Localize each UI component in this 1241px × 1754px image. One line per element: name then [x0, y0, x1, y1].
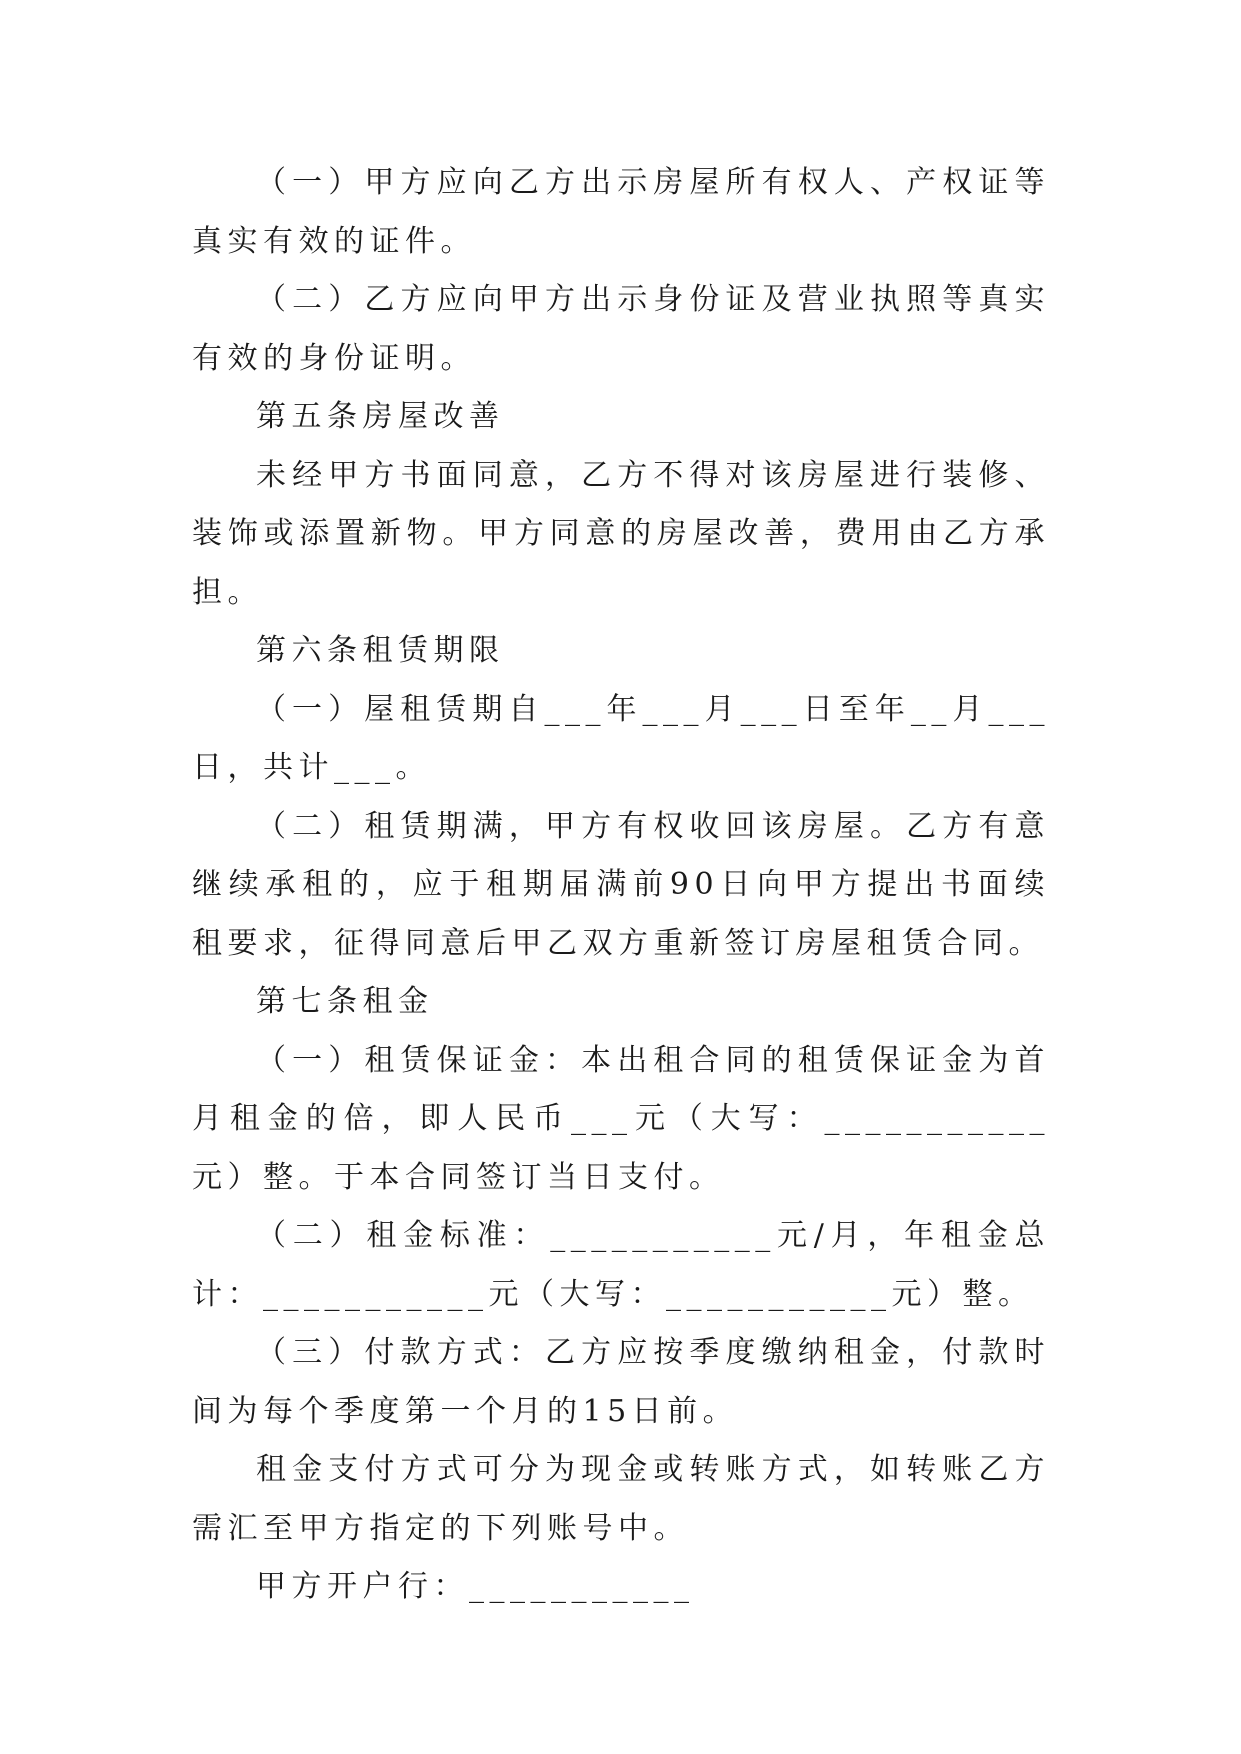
paragraph-landlord-bank: 甲方开户行：___________: [256, 1569, 695, 1604]
paragraph-lease-period: （一）屋租赁期自___年___月___日至年__月___日，共计___。: [192, 691, 1050, 785]
heading-article-5: 第五条房屋改善: [256, 399, 505, 434]
paragraph-tenant-documents: （二）乙方应向甲方出示身份证及营业执照等真实有效的身份证明。: [192, 282, 1050, 376]
paragraph-rent-standard: （二）租金标准：___________元/月，年租金总计：___________元（大写：___________元）整。: [192, 1218, 1050, 1312]
document-body: [192, 154, 1050, 1617]
paragraph-deposit: （一）租赁保证金：本出租合同的租赁保证金为首月租金的倍，即人民币___元（大写：___________元）整。于本合同签订当日支付。: [192, 1042, 1050, 1195]
paragraph-landlord-documents: （一）甲方应向乙方出示房屋所有权人、产权证等真实有效的证件。: [192, 165, 1050, 259]
paragraph-payment-channel: 租金支付方式可分为现金或转账方式，如转账乙方需汇至甲方指定的下列账号中。: [192, 1452, 1050, 1546]
heading-article-7: 第七条租金: [256, 984, 434, 1019]
heading-article-6: 第六条租赁期限: [256, 633, 505, 668]
paragraph-improvements: 未经甲方书面同意，乙方不得对该房屋进行装修、装饰或添置新物。甲方同意的房屋改善，费用由乙方承担。: [192, 457, 1050, 610]
paragraph-payment-method: （三）付款方式：乙方应按季度缴纳租金，付款时间为每个季度第一个月的15日前。: [192, 1335, 1050, 1429]
paragraph-lease-renewal: （二）租赁期满，甲方有权收回该房屋。乙方有意继续承租的，应于租期届满前90日向甲方提出书面续租要求，征得同意后甲乙双方重新签订房屋租赁合同。: [192, 808, 1050, 961]
